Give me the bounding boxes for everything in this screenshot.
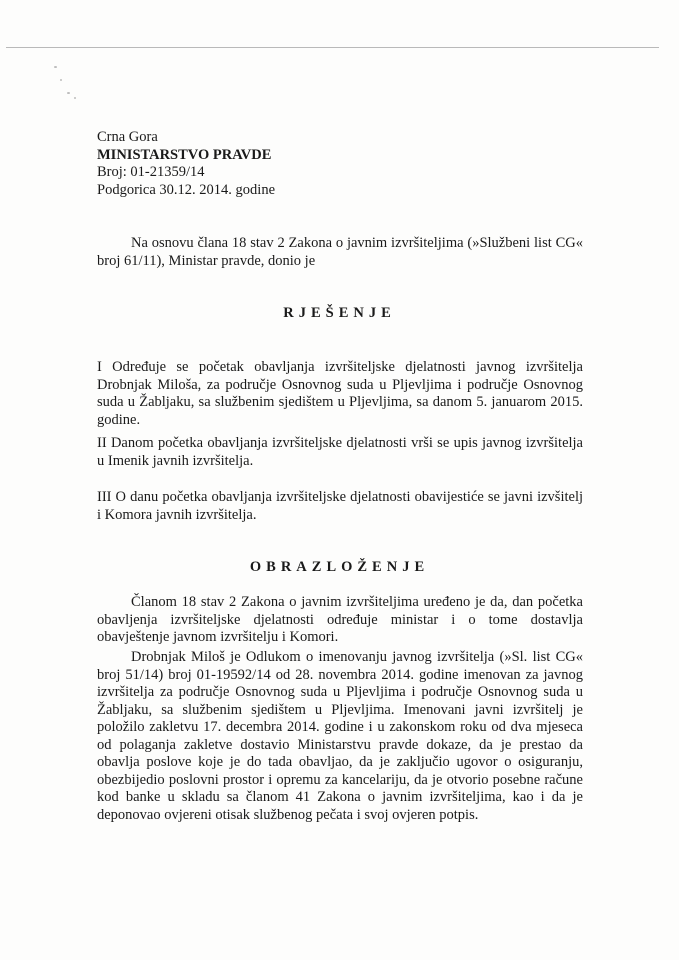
scan-border-line: [6, 47, 659, 48]
scan-speck: [67, 92, 70, 94]
reference-number: Broj: 01-21359/14: [97, 164, 205, 180]
document-header: [97, 129, 275, 199]
scan-speck: [60, 79, 62, 81]
decision-item-3: III O danu početka obavljanja izvršiteljske djelatnosti obavijestiće se javni izvšitelj i Komora javnih izvršitelja.: [97, 489, 583, 523]
preamble: Na osnovu člana 18 stav 2 Zakona o javnim izvršiteljima (»Službeni list CG« broj 61/11), Ministar pravde, donio je: [97, 235, 583, 269]
reasoning-paragraph-2: Drobnjak Miloš je Odlukom o imenovanju javnog izvršitelja (»Sl. list CG« broj 51/14) broj 01-19592/14 od 28. novembra 2014. godine imenovan za javnog izvršitelja za područje Osnovnog suda u Pljevljima i područje Osnovnog suda u Žabljaku, sa službenim sjedištem u Pljevljima. Imenovani javni izvršitelj je položilo zakletvu 17. decembra 2014. godine i u zakonskom roku od dva mjeseca od polaganja zakletve dostavio Ministarstvu pravde dokaze, da je prestao da obavlja poslove koje je do tada obavljao, da je zaključio ugovor o osiguranju, obezbijedio poslovni prostor i opremu za kancelariju, da je otvorio posebne račune kod banke u skladu sa članom 41 Zakona o javnim izvršiteljima, kao i da je deponovao ovjereni otisak službenog pečata i svoj ovjeren potpis.: [97, 649, 583, 823]
decision-title: RJEŠENJE: [283, 305, 396, 321]
decision-item-2: II Danom početka obavljanja izvršiteljske djelatnosti vrši se upis javnog izvršitelja u Imenik javnih izvršitelja.: [97, 435, 583, 469]
decision-item-1: I Određuje se početak obavljanja izvršiteljske djelatnosti javnog izvršitelja Drobnjak Miloša, za područje Osnovnog suda u Pljevljima i područje Osnovnog suda u Žabljaku, sa službenim sjedištem u Pljevljima, sa danom 5. januarom 2015. godine.: [97, 359, 583, 428]
country-name: Crna Gora: [97, 129, 158, 145]
scan-speck: [74, 97, 76, 99]
place-and-date: Podgorica 30.12. 2014. godine: [97, 181, 276, 198]
reasoning-paragraph-1: Članom 18 stav 2 Zakona o javnim izvršiteljima uređeno je da, dan početka obavljenja izvršiteljske djelatnosti određuje ministar i o tome dostavlja obavještenje javnom izvršitelju i Komori.: [97, 594, 583, 645]
reasoning-title: OBRAZLOŽENJE: [249, 559, 430, 575]
scan-speck: [54, 66, 57, 68]
ministry-name: MINISTARSTVO PRAVDE: [97, 146, 272, 163]
